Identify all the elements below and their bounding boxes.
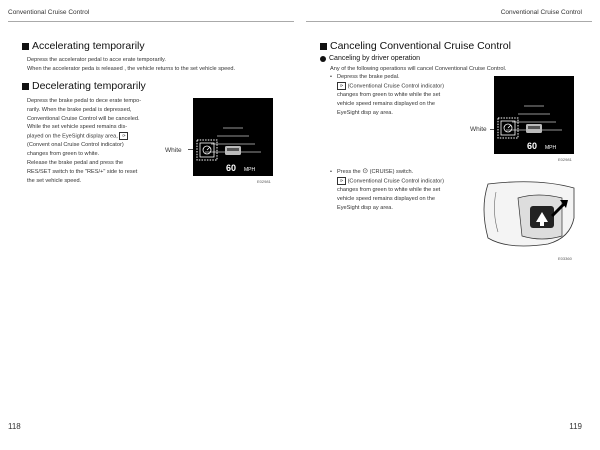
text-line: Depress the accelerator pedal to acce erate temporarily.	[27, 57, 166, 63]
header-rule-left	[8, 21, 294, 22]
white-callout-label: White	[470, 126, 487, 133]
heading-square-icon	[22, 83, 29, 90]
text-line: (Conventional Cruise Control indicator)	[347, 83, 444, 90]
heading-text: Decelerating temporarily	[32, 80, 146, 92]
text-line: changes from green to white while the set	[337, 92, 441, 99]
text-line: RES/SET switch to the "RES/+" side to reset	[27, 168, 138, 175]
text-line-with-icon	[330, 82, 460, 91]
eyesight-display-figure	[494, 76, 574, 154]
text-line: While the set vehicle speed remains dis-	[27, 124, 128, 131]
steering-switch-graphic	[478, 178, 576, 250]
bullet-dot-icon: •	[330, 74, 332, 80]
text-line: Release the brake pedal and press the	[27, 160, 124, 167]
text-line: changes from green to white while the set	[337, 187, 441, 194]
text-line: Depress the brake pedal to dece erate tempo-	[27, 98, 142, 104]
heading-text: Accelerating temporarily	[32, 40, 145, 52]
display-graphic	[494, 76, 574, 154]
text-line: changes from green to white.	[27, 151, 100, 158]
text-line: vehicle speed remains displayed on the	[337, 100, 435, 107]
text-line: (Conventional Cruise Control indicator)	[347, 178, 444, 185]
bullet-dot-icon: •	[330, 169, 332, 175]
text-line-with-icon	[27, 132, 154, 141]
text-line-with-icon	[330, 177, 460, 186]
figure-id: E02981	[257, 179, 271, 184]
display-graphic	[193, 98, 273, 176]
text-line: (Convent onal Cruise Control indicator)	[27, 142, 124, 149]
text-line: rarily. When the brake pedal is depressed,	[27, 106, 132, 113]
heading-square-icon	[320, 43, 327, 50]
header-rule-right	[306, 21, 592, 22]
cruise-indicator-icon: ⟳	[119, 132, 128, 140]
bullet-brake	[330, 73, 460, 117]
section-heading-accelerating	[22, 40, 145, 52]
running-head-right: Conventional Cruise Control	[500, 9, 582, 16]
speed-unit: MPH	[244, 167, 256, 173]
bullet-line	[330, 168, 460, 177]
text-line: Press the	[337, 169, 361, 175]
subheading-driver-operation	[320, 55, 420, 62]
speed-value: 60	[226, 163, 237, 173]
bullet-cruise-switch	[330, 168, 460, 212]
text-line: Conventional Cruise Control will be canceled.	[27, 115, 140, 122]
heading-square-icon	[22, 43, 29, 50]
intro-text: Any of the following operations will cancel Conventional Cruise Control.	[330, 66, 507, 72]
text-line: the set vehicle speed.	[27, 177, 82, 184]
eyesight-display-figure	[193, 98, 273, 176]
text-line: (CRUISE) switch.	[369, 169, 414, 175]
white-callout-label: White	[165, 147, 182, 154]
text-line: EyeSight disp ay area.	[337, 204, 393, 211]
text-line: played on the EyeSight display area,	[27, 133, 118, 140]
text-line: When the accelerator peda is released , the vehicle returns to the set vehicle speed.	[27, 65, 236, 72]
running-head-left: Conventional Cruise Control	[8, 9, 90, 16]
cruise-indicator-icon: ⟳	[337, 177, 346, 185]
bullet-line	[330, 73, 460, 82]
section-heading-decelerating	[22, 80, 146, 92]
paragraph-accelerating	[27, 56, 292, 74]
cruise-indicator-icon: ⟳	[337, 82, 346, 90]
subheading-text: Canceling by driver operation	[329, 55, 421, 62]
steering-switch-figure	[478, 178, 576, 250]
page-number-left: 118	[8, 422, 21, 431]
bullet-circle-icon	[320, 56, 326, 62]
figure-id: E02981	[558, 157, 572, 162]
heading-text: Canceling Conventional Cruise Control	[330, 40, 511, 52]
text-line: Depress the brake pedal.	[337, 74, 400, 80]
text-line: EyeSight disp ay area.	[337, 109, 393, 116]
figure-id: E03360	[558, 256, 572, 261]
speed-unit: MPH	[545, 145, 557, 151]
paragraph-decelerating	[27, 97, 154, 185]
cruise-switch-icon: ⊙	[362, 168, 369, 175]
page-number-right: 119	[569, 422, 582, 431]
section-heading-canceling	[320, 40, 511, 52]
text-line: vehicle speed remains displayed on the	[337, 195, 435, 202]
speed-value: 60	[527, 141, 538, 151]
